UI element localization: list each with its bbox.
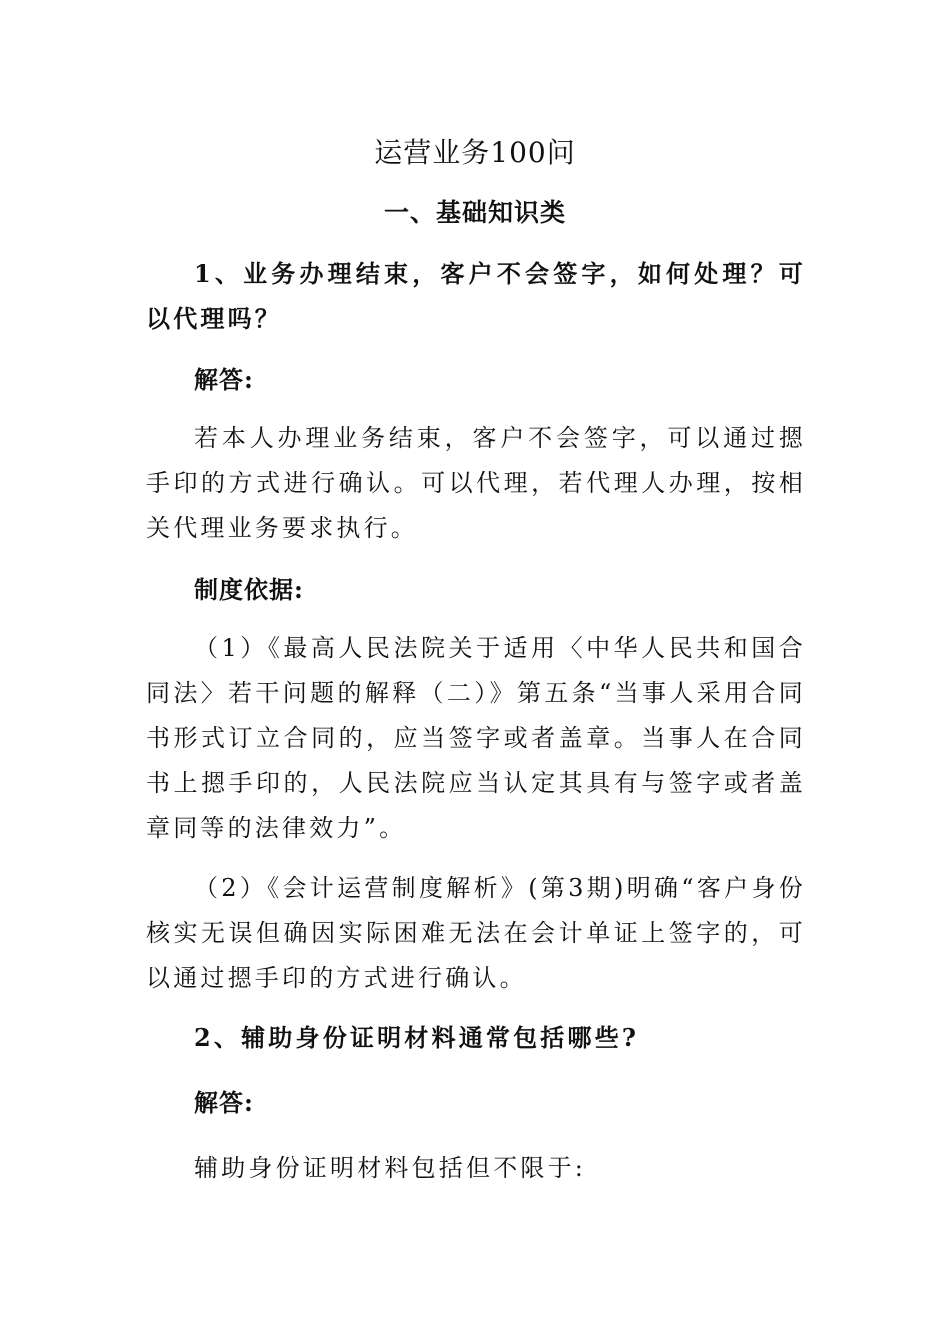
answer-text-1: 若本人办理业务结束，客户不会签字，可以通过摁手印的方式进行确认。可以代理，若代理人办理，按相关代理业务要求执行。 <box>146 424 806 542</box>
question-1: 1、业务办理结束，客户不会签字，如何处理？可以代理吗？ <box>146 259 806 333</box>
answer-text-2: 辅助身份证明材料包括但不限于: <box>194 1154 587 1182</box>
document-title: 运营业务100问 <box>374 136 576 169</box>
question-2: 2、辅助身份证明材料通常包括哪些? <box>194 1023 640 1052</box>
answer-label-2: 解答: <box>194 1088 254 1117</box>
section-heading: 一、基础知识类 <box>383 198 566 227</box>
basis-label-1: 制度依据: <box>194 575 304 604</box>
basis-item-2: （2）《会计运营制度解析》(第3期)明确“客户身份核实无误但确因实际困难无法在会计单证上签字的，可以通过摁手印的方式进行确认。 <box>146 874 806 992</box>
answer-label-1: 解答: <box>194 365 254 394</box>
basis-item-1: （1）《最高人民法院关于适用〈中华人民共和国合同法〉若干问题的解释（二）》第五条“当事人采用合同书形式订立合同的，应当签字或者盖章。当事人在合同书上摁手印的，人民法院应当认定其具有与签字或者盖章同等的法律效力”。 <box>146 634 806 842</box>
